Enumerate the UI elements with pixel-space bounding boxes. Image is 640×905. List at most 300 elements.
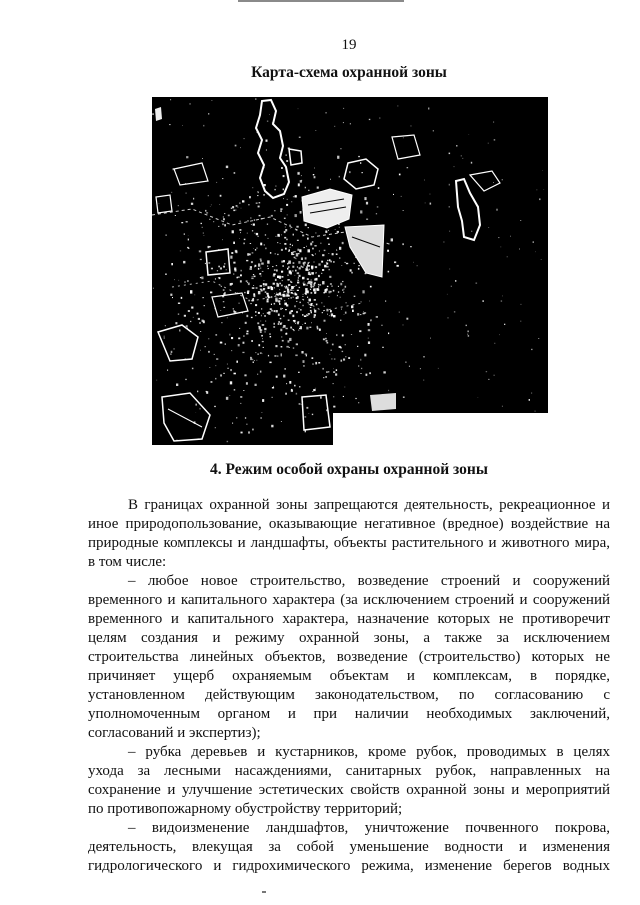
map-speckle [423, 380, 424, 381]
map-speckle [301, 180, 302, 181]
map-speckle [284, 291, 286, 292]
map-speckle [233, 210, 235, 212]
map-speckle [251, 261, 253, 263]
map-speckle [195, 404, 197, 406]
map-speckle [242, 200, 244, 202]
map-speckle [322, 254, 324, 256]
map-speckle [202, 297, 204, 298]
map-speckle [234, 373, 236, 375]
map-speckle [288, 284, 290, 286]
map-speckle [341, 309, 342, 310]
map-speckle [215, 278, 216, 279]
map-speckle [326, 266, 328, 268]
map-speckle [265, 283, 268, 285]
map-speckle [236, 361, 238, 363]
map-speckle [264, 315, 266, 317]
map-speckle [220, 267, 222, 269]
map-speckle [316, 292, 317, 293]
map-speckle [272, 397, 273, 398]
map-speckle [302, 277, 305, 280]
map-speckle [231, 337, 233, 339]
map-speckle [288, 280, 289, 281]
map-speckle [283, 198, 284, 199]
map-speckle [370, 286, 372, 288]
map-speckle [181, 222, 183, 223]
map-speckle [409, 366, 410, 367]
map-speckle [403, 397, 405, 398]
map-speckle [243, 243, 245, 245]
map-speckle [299, 403, 301, 405]
map-speckle [223, 218, 225, 220]
map-speckle [338, 291, 339, 293]
map-speckle [282, 265, 284, 267]
map-speckle [256, 233, 258, 235]
map-speckle [223, 289, 225, 291]
map-speckle [533, 241, 534, 242]
map-speckle [281, 285, 283, 287]
map-speckle [302, 296, 303, 297]
map-speckle [205, 263, 206, 264]
map-speckle [232, 230, 234, 233]
map-speckle [340, 320, 341, 321]
map-speckle [325, 338, 326, 340]
map-speckle [327, 286, 329, 287]
map-speckle [287, 287, 288, 289]
map-speckle [267, 266, 268, 267]
map-speckle [361, 302, 362, 303]
map-speckle [310, 310, 312, 312]
map-speckle [531, 349, 532, 350]
map-speckle [279, 283, 281, 285]
map-speckle [403, 210, 404, 211]
map-speckle [274, 355, 276, 356]
map-speckle [228, 368, 229, 369]
map-speckle [378, 187, 380, 189]
map-speckle [286, 154, 287, 156]
map-speckle [248, 431, 250, 433]
map-speckle [294, 251, 296, 252]
map-speckle [340, 347, 342, 349]
map-speckle [291, 282, 293, 283]
map-speckle [268, 268, 270, 269]
map-speckle [238, 344, 240, 346]
map-speckle [246, 424, 247, 425]
map-speckle [319, 329, 321, 331]
map-speckle [288, 319, 290, 321]
paragraph-line: – видоизменение ландшафтов, уничтожение почвенного покрова, [128, 820, 610, 836]
map-speckle [403, 137, 404, 138]
map-speckle [494, 375, 495, 376]
map-speckle [307, 278, 309, 280]
map-speckle [264, 245, 265, 246]
map-speckle [167, 370, 168, 371]
map-speckle [226, 397, 228, 400]
map-speckle [222, 223, 224, 225]
map-speckle [266, 150, 267, 151]
map-speckle [208, 351, 210, 353]
map-speckle [263, 289, 265, 291]
map-speckle [224, 213, 225, 214]
map-speckle [290, 228, 291, 229]
map-speckle [322, 269, 324, 271]
map-speckle [327, 342, 329, 343]
map-speckle [283, 294, 286, 297]
map-speckle [193, 198, 194, 200]
map-speckle [369, 119, 371, 120]
map-speckle [180, 251, 181, 252]
map-speckle [233, 262, 235, 264]
map-speckle [335, 229, 336, 230]
map-speckle [178, 314, 179, 315]
map-speckle [248, 283, 250, 286]
map-speckle [193, 317, 194, 318]
map-speckle [303, 247, 305, 248]
map-speckle [186, 156, 188, 158]
map-speckle [283, 315, 284, 316]
map-speckle [521, 321, 522, 322]
map-speckle [289, 338, 291, 341]
map-speckle [223, 301, 225, 302]
map-speckle [243, 336, 244, 337]
map-speckle [278, 300, 280, 302]
map-speckle [152, 113, 153, 115]
map-speckle [175, 322, 177, 324]
map-speckle [230, 381, 232, 384]
map-speckle [336, 369, 337, 371]
map-speckle [340, 283, 342, 286]
map-speckle [281, 249, 283, 251]
map-speckle [366, 202, 368, 205]
map-speckle [333, 396, 334, 397]
paragraph-line: временного и капитального характера, назначение которых не противоречит [88, 611, 610, 627]
map-speckle [280, 243, 281, 244]
map-speckle [293, 348, 294, 349]
paragraph-line: – любое новое строительство, возведение строений и сооружений [128, 573, 610, 589]
map-speckle [312, 357, 314, 359]
map-speckle [520, 220, 521, 221]
map-speckle [309, 269, 310, 270]
map-speckle [240, 147, 241, 148]
map-speckle [292, 245, 293, 246]
map-speckle [235, 250, 237, 253]
map-speckle [204, 305, 205, 306]
map-speckle [476, 283, 478, 284]
map-speckle [286, 204, 288, 206]
map-speckle [253, 224, 255, 226]
map-speckle [277, 284, 280, 287]
map-speckle [240, 280, 242, 282]
map-speckle [354, 263, 355, 264]
map-speckle [255, 98, 257, 100]
map-speckle [293, 329, 294, 330]
map-speckle [313, 289, 316, 292]
map-speckle [239, 303, 240, 304]
map-speckle [282, 280, 283, 281]
map-speckle [203, 320, 205, 323]
map-speckle [233, 310, 235, 312]
map-speckle [333, 315, 336, 317]
map-speckle [287, 199, 288, 200]
map-speckle [175, 215, 176, 216]
map-speckle [364, 354, 366, 357]
map-speckle [309, 413, 310, 414]
map-speckle [185, 379, 186, 380]
map-speckle [369, 372, 371, 374]
map-speckle [234, 268, 236, 271]
map-speckle [290, 281, 291, 282]
map-speckle [188, 239, 189, 241]
map-speckle [284, 368, 286, 370]
map-speckle [345, 344, 346, 345]
map-speckle [335, 373, 337, 375]
map-speckle [306, 246, 307, 247]
map-speckle [292, 315, 294, 317]
map-speckle [324, 320, 326, 322]
map-speckle [271, 287, 273, 290]
map-speckle [304, 262, 306, 264]
paragraph-line: временного и капитального характера (за исключением строений и сооружений [88, 592, 610, 608]
map-speckle [238, 276, 240, 278]
map-speckle [295, 355, 297, 357]
map-speckle [294, 305, 296, 307]
map-speckle [240, 396, 242, 398]
map-speckle [185, 281, 186, 282]
map-speckle [326, 340, 328, 342]
map-speckle [253, 274, 254, 275]
map-speckle [343, 122, 344, 123]
map-speckle [276, 376, 278, 378]
map-speckle [420, 368, 421, 369]
map-speckle [236, 205, 238, 207]
map-speckle [290, 247, 291, 248]
map-speckle [312, 248, 314, 250]
map-speckle [364, 312, 366, 314]
map-speckle [265, 321, 266, 322]
map-speckle [317, 326, 319, 328]
map-speckle [301, 351, 303, 354]
map-speckle [322, 312, 323, 313]
map-speckle [296, 226, 298, 228]
map-speckle [298, 372, 300, 373]
map-speckle [263, 283, 265, 285]
map-speckle [261, 335, 263, 337]
map-speckle [286, 286, 287, 288]
map-speckle [239, 328, 240, 329]
map-speckle [337, 295, 338, 296]
map-speckle [303, 360, 305, 363]
map-speckle [247, 331, 249, 333]
map-speckle [258, 291, 261, 294]
map-speckle [428, 108, 429, 110]
map-speckle [324, 306, 325, 307]
map-speckle [502, 296, 503, 297]
map-speckle [366, 219, 368, 220]
map-speckle [257, 374, 258, 375]
map-speckle [246, 333, 248, 335]
map-speckle [259, 215, 261, 216]
map-speckle [281, 355, 282, 357]
map-speckle [510, 236, 511, 237]
map-speckle [331, 286, 332, 287]
map-speckle [281, 346, 283, 348]
paragraph-line: деятельность, влекущая за собой уменьшение водности и изменения [88, 839, 610, 855]
map-speckle [280, 208, 282, 209]
map-speckle [313, 284, 315, 286]
map-speckle [279, 303, 280, 304]
map-speckle [230, 369, 232, 371]
map-speckle [263, 286, 264, 287]
map-speckle [310, 284, 312, 285]
map-speckle [292, 270, 293, 271]
map-speckle [221, 286, 222, 287]
map-speckle [305, 288, 307, 291]
map-speckle [240, 232, 241, 233]
map-speckle [285, 248, 287, 250]
map-speckle [171, 263, 173, 265]
map-speckle [258, 263, 260, 266]
map-speckle [319, 284, 321, 285]
map-speckle [336, 254, 338, 256]
map-speckle [361, 368, 362, 369]
map-speckle [449, 184, 450, 186]
map-speckle [287, 268, 289, 270]
map-speckle [293, 251, 294, 253]
map-speckle [345, 286, 347, 288]
map-speckle [328, 244, 330, 245]
map-speckle [268, 355, 269, 357]
map-speckle [326, 112, 327, 113]
map-speckle [357, 346, 358, 347]
map-speckle [287, 263, 289, 264]
map-speckle [281, 298, 283, 300]
map-speckle [258, 354, 259, 355]
map-speckle [272, 266, 273, 267]
map-speckle [454, 311, 455, 312]
map-speckle [296, 343, 298, 345]
map-speckle [263, 313, 264, 314]
map-speckle [260, 332, 262, 333]
map-speckle [340, 297, 341, 298]
map-speckle [495, 343, 496, 344]
map-speckle [289, 225, 291, 226]
map-speckle [342, 290, 343, 291]
map-speckle [336, 249, 337, 250]
map-speckle [313, 389, 315, 391]
map-speckle [312, 241, 314, 242]
map-speckle [333, 261, 335, 263]
map-speckle [156, 380, 157, 381]
map-speckle [333, 406, 335, 408]
map-speckle [350, 123, 351, 124]
map-title: Карта-схема охранной зоны [251, 64, 447, 81]
map-speckle [302, 235, 304, 237]
map-speckle [186, 325, 188, 327]
map-speckle [267, 299, 269, 301]
map-speckle [283, 189, 284, 191]
map-speckle [297, 290, 299, 291]
map-speckle [323, 338, 325, 340]
map-speckle [261, 417, 262, 418]
map-speckle [164, 336, 165, 337]
map-speckle [274, 303, 276, 305]
section-heading: 4. Режим особой охраны охранной зоны [210, 461, 488, 478]
map-speckle [301, 266, 302, 268]
map-speckle [318, 286, 319, 288]
map-speckle [305, 257, 307, 259]
map-speckle [251, 340, 253, 342]
map-speckle [293, 262, 295, 263]
map-speckle [454, 166, 455, 167]
map-speckle [256, 203, 258, 204]
map-speckle [277, 242, 278, 243]
map-speckle [303, 365, 304, 367]
map-speckle [280, 329, 282, 332]
map-speckle [279, 290, 280, 291]
map-speckle [261, 263, 264, 265]
prohibition-item-logging [88, 743, 610, 819]
map-speckle [254, 233, 255, 234]
map-speckle [222, 178, 223, 179]
map-speckle [287, 291, 289, 294]
map-speckle [430, 194, 431, 195]
map-speckle [449, 206, 450, 208]
map-speckle [315, 362, 317, 365]
map-speckle [292, 329, 293, 330]
map-speckle [303, 284, 306, 286]
map-speckle [295, 214, 297, 217]
map-speckle [256, 248, 257, 249]
map-speckle [246, 280, 248, 282]
map-speckle [295, 275, 296, 276]
map-speckle [535, 252, 536, 253]
map-speckle [282, 308, 283, 309]
map-speckle [293, 196, 295, 197]
map-speckle [543, 190, 544, 191]
map-speckle [199, 322, 200, 324]
map-speckle [314, 310, 316, 313]
map-speckle [270, 252, 271, 254]
map-speckle [344, 314, 345, 315]
map-speckle [223, 307, 225, 308]
map-speckle [225, 343, 226, 344]
map-speckle [358, 365, 359, 366]
map-speckle [188, 310, 190, 312]
map-speckle [202, 227, 203, 228]
map-speckle [263, 347, 264, 348]
map-speckle [295, 323, 296, 324]
map-speckle [311, 280, 312, 281]
map-speckle [286, 304, 288, 306]
map-speckle [300, 211, 302, 214]
map-speckle [264, 331, 266, 332]
map-speckle [255, 249, 256, 251]
map-speckle [250, 357, 252, 358]
map-speckle [203, 125, 204, 127]
map-speckle [299, 249, 301, 252]
map-speckle [308, 227, 309, 228]
map-speckle [299, 275, 301, 277]
map-speckle [330, 291, 331, 293]
map-speckle [291, 297, 292, 298]
map-speckle [306, 285, 308, 286]
map-speckle [250, 243, 251, 244]
map-speckle [255, 305, 256, 306]
map-speckle [223, 217, 224, 218]
map-speckle [407, 167, 409, 168]
map-speckle [311, 312, 312, 314]
map-speckle [226, 166, 228, 169]
map-speckle [199, 408, 200, 410]
